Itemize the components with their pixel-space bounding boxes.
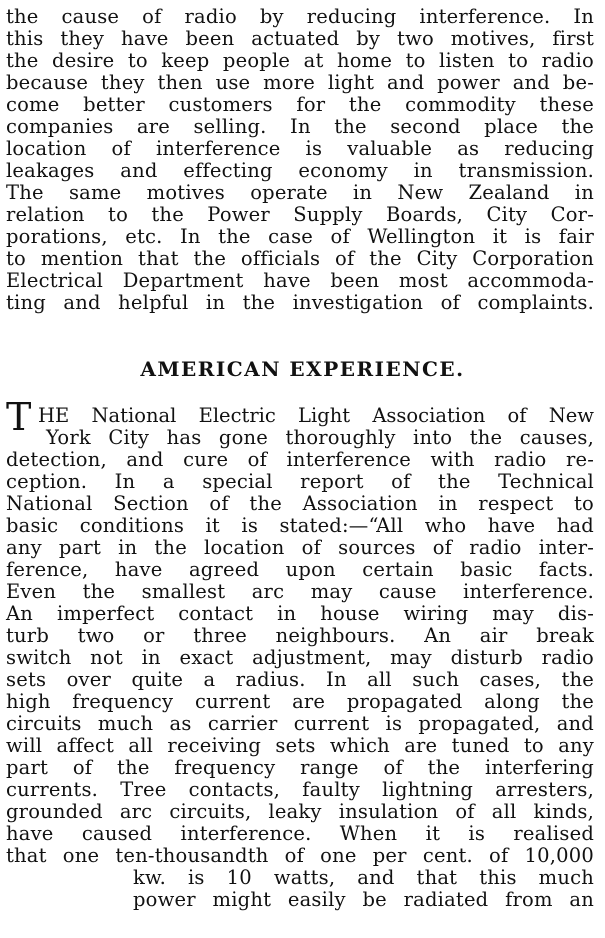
section-heading: AMERICAN EXPERIENCE. bbox=[140, 357, 465, 381]
text-line: detection, and cure of interference with radio re- bbox=[6, 448, 594, 471]
text-line: come better customers for the commodity these bbox=[6, 93, 594, 116]
text-line: relation to the Power Supply Boards, City Cor- bbox=[6, 203, 594, 226]
text-line: because they then use more light and power and be- bbox=[6, 71, 594, 94]
drop-cap: T bbox=[6, 395, 32, 439]
text-line: switch not in exact adjustment, may disturb radio bbox=[6, 646, 594, 669]
text-line: ception. In a special report of the Technical bbox=[6, 470, 594, 493]
text-line: ting and helpful in the investigation of complaints. bbox=[6, 291, 594, 314]
text-line: will affect all receiving sets which are tuned to any bbox=[6, 734, 594, 757]
text-line: Even the smallest arc may cause interference. bbox=[6, 580, 594, 603]
text-line: have caused interference. When it is realised bbox=[6, 822, 594, 845]
text-line: The same motives operate in New Zealand in bbox=[6, 181, 594, 204]
text-line: grounded arc circuits, leaky insulation of all kinds, bbox=[6, 800, 594, 823]
text-line: location of interference is valuable as reducing bbox=[6, 137, 594, 160]
text-line: high frequency current are propagated along the bbox=[6, 690, 594, 713]
text-line: kw. is 10 watts, and that this much bbox=[133, 866, 594, 889]
text-line: to mention that the officials of the City Corporation bbox=[6, 247, 594, 270]
text-line: the cause of radio by reducing interference. In bbox=[6, 5, 594, 28]
text-line: basic conditions it is stated:—“All who have had bbox=[6, 514, 594, 537]
text-line: porations, etc. In the case of Wellington it is fair bbox=[6, 225, 594, 248]
text-line: any part in the location of sources of radio inter- bbox=[6, 536, 594, 559]
text-line: ference, have agreed upon certain basic facts. bbox=[6, 558, 594, 581]
text-line: turb two or three neighbours. An air break bbox=[6, 624, 594, 647]
text-line: York City has gone thoroughly into the causes, bbox=[46, 426, 594, 449]
text-line: An imperfect contact in house wiring may dis- bbox=[6, 602, 594, 625]
text-line: Electrical Department have been most accommoda- bbox=[6, 269, 594, 292]
text-line: circuits much as carrier current is propagated, and bbox=[6, 712, 594, 735]
text-line: that one ten-thousandth of one per cent. of 10,000 bbox=[6, 844, 594, 867]
text-line: this they have been actuated by two motives, first bbox=[6, 27, 594, 50]
text-line-first: HE National Electric Light Association of New bbox=[38, 404, 594, 427]
text-line: currents. Tree contacts, faulty lightning arresters, bbox=[6, 778, 594, 801]
text-line: the desire to keep people at home to listen to radio bbox=[6, 49, 594, 72]
text-line: sets over quite a radius. In all such cases, the bbox=[6, 668, 594, 691]
text-line: companies are selling. In the second place the bbox=[6, 115, 594, 138]
text-line: National Section of the Association in respect to bbox=[6, 492, 594, 515]
text-line: power might easily be radiated from an bbox=[133, 888, 594, 911]
text-line: leakages and effecting economy in transmission. bbox=[6, 159, 594, 182]
text-line: part of the frequency range of the interfering bbox=[6, 756, 594, 779]
